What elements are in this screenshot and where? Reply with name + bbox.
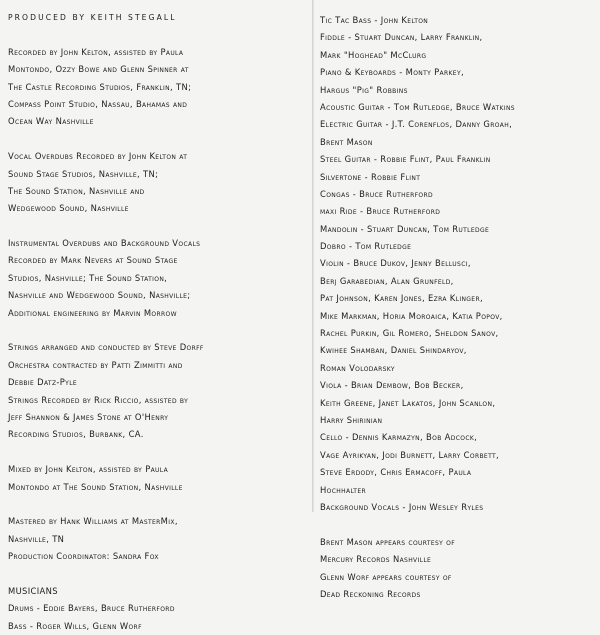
credit-line: Recorded by John Kelton, assisted by Paula <box>8 46 184 57</box>
mastering-credits <box>8 513 204 565</box>
credit-line: Hargus "Pig" Robbins <box>320 84 408 95</box>
credit-line: Recorded by Mark Nevers at Sound Stage <box>8 255 178 266</box>
credit-line: Background Vocals - John Wesley Ryles <box>320 501 484 512</box>
credit-line: Studios, Nashville; The Sound Station, <box>8 272 168 283</box>
spacer <box>8 26 204 43</box>
credit-line: Recording Studios, Burbank, CA. <box>8 429 144 440</box>
credit-line: maxi Ride - Bruce Rutherford <box>320 206 441 217</box>
left-credits-column <box>8 9 204 635</box>
credit-line: Nashville, TN <box>8 533 65 544</box>
credit-line: Nashville and Wedgewood Sound, Nashville; <box>8 290 191 301</box>
credit-line: Silvertone - Robbie Flint <box>320 171 421 182</box>
credit-line: Pat Johnson, Karen Jones, Ezra Klinger, <box>320 293 483 304</box>
strings-credits <box>8 339 204 443</box>
credit-line: Roman Volodarsky <box>320 362 395 373</box>
credit-line: Electric Guitar - J.T. Corenflos, Danny Groah, <box>320 119 513 130</box>
credit-line: Dobro - Tom Rutledge <box>320 241 412 252</box>
producer-credit: PRODUCED BY KEITH STEGALL <box>8 13 177 22</box>
mixing-credits <box>8 461 204 496</box>
credit-line: Montondo, Ozzy Bowe and Glenn Spinner at <box>8 64 189 75</box>
credit-line: Piano & Keyboards - Monty Parkey, <box>320 67 464 78</box>
credit-line: Mike Markman, Horia Moroaica, Katia Popov, <box>320 310 503 321</box>
credit-line: Viola - Brian Dembow, Bob Becker, <box>320 380 464 391</box>
spacer <box>8 322 204 339</box>
credit-line: Steve Erdody, Chris Ermacoff, Paula <box>320 467 472 478</box>
credit-line: Compass Point Studio, Nassau, Bahamas and <box>8 98 188 109</box>
credit-line: Rachel Purkin, Gil Romero, Sheldon Sanov, <box>320 328 499 339</box>
credit-line: MUSICIANS <box>8 585 58 596</box>
credit-line: Violin - Bruce Dukov, Jenny Bellusci, <box>320 258 471 269</box>
credit-line: Ocean Way Nashville <box>8 116 94 127</box>
credit-line: Debbie Datz-Pyle <box>8 377 78 388</box>
credit-line: Hochhalter <box>320 484 366 495</box>
credit-line: Drums - Eddie Bayers, Bruce Rutherford <box>8 603 175 614</box>
spacer <box>8 444 204 461</box>
credit-line: Wedgewood Sound, Nashville <box>8 203 129 214</box>
credit-line: Steel Guitar - Robbie Flint, Paul Franklin <box>320 154 491 165</box>
credit-line: Mixed by John Kelton, assisted by Paula <box>8 464 169 475</box>
credit-line: Tic Tac Bass - John Kelton <box>320 15 429 25</box>
credit-line: Instrumental Overdubs and Background Vocals <box>8 238 201 249</box>
right-credits-column <box>320 12 515 603</box>
credit-line: Sound Stage Studios, Nashville, TN; <box>8 168 159 179</box>
credit-line: Dead Reckoning Records <box>320 588 421 599</box>
credit-line: Mark "Hoghead" McClurg <box>320 49 427 60</box>
credit-line: Jeff Shannon & James Stone at O'Henry <box>8 411 169 422</box>
credit-line: Mandolin - Stuart Duncan, Tom Rutledge <box>320 223 490 234</box>
spacer <box>8 496 204 513</box>
credit-line: Keith Greene, Janet Lakatos, John Scanlon, <box>320 397 496 408</box>
recording-credits <box>8 44 204 131</box>
credit-line: Acoustic Guitar - Tom Rutledge, Bruce Watkins <box>320 101 515 112</box>
spacer <box>320 516 515 533</box>
credit-line: Fiddle - Stuart Duncan, Larry Franklin, <box>320 32 483 43</box>
credit-line: Cello - Dennis Karmazyn, Bob Adcock, <box>320 432 478 443</box>
credit-line: The Sound Station, Nashville and <box>8 185 145 196</box>
credit-line: Berj Garabedian, Alan Grunfeld, <box>320 275 454 286</box>
vocal-overdub-credits <box>8 148 204 218</box>
credit-line: Vage Ayrikyan, Jodi Burnett, Larry Corbett, <box>320 449 500 460</box>
credit-line: Montondo at The Sound Station, Nashville <box>8 481 183 492</box>
credit-line: Brent Mason <box>320 136 373 147</box>
instrument-credits <box>320 12 515 516</box>
credit-line: Brent Mason appears courtesy of <box>320 536 456 547</box>
credit-line: Bass - Roger Wills, Glenn Worf <box>8 620 142 631</box>
spacer <box>8 566 204 583</box>
spacer <box>8 218 204 235</box>
courtesy-credits <box>320 534 515 604</box>
credit-line: Mercury Records Nashville <box>320 554 432 565</box>
credit-line: Harry Shirinian <box>320 414 383 425</box>
credit-line: Production Coordinator: Sandra Fox <box>8 551 159 562</box>
instrumental-overdub-credits <box>8 235 204 322</box>
right-page <box>314 0 600 599</box>
credit-line: Additional engineering by Marvin Morrow <box>8 307 177 318</box>
credit-line: Congas - Bruce Rutherford <box>320 188 433 199</box>
credit-line: Kwihee Shamban, Daniel Shindaryov, <box>320 345 467 356</box>
credit-line: Glenn Worf appears courtesy of <box>320 571 452 582</box>
credit-line: Strings Recorded by Rick Riccio, assisted by <box>8 394 189 405</box>
spacer <box>8 131 204 148</box>
credit-line: Strings arranged and conducted by Steve Dorff <box>8 342 204 353</box>
credit-line: Vocal Overdubs Recorded by John Kelton at <box>8 151 188 162</box>
credit-line: The Castle Recording Studios, Franklin, TN; <box>8 81 192 92</box>
musicians-credits <box>8 583 204 635</box>
credit-line: Mastered by Hank Williams at MasterMix, <box>8 516 178 527</box>
credit-line: Orchestra contracted by Patti Zimmitti and <box>8 359 183 370</box>
